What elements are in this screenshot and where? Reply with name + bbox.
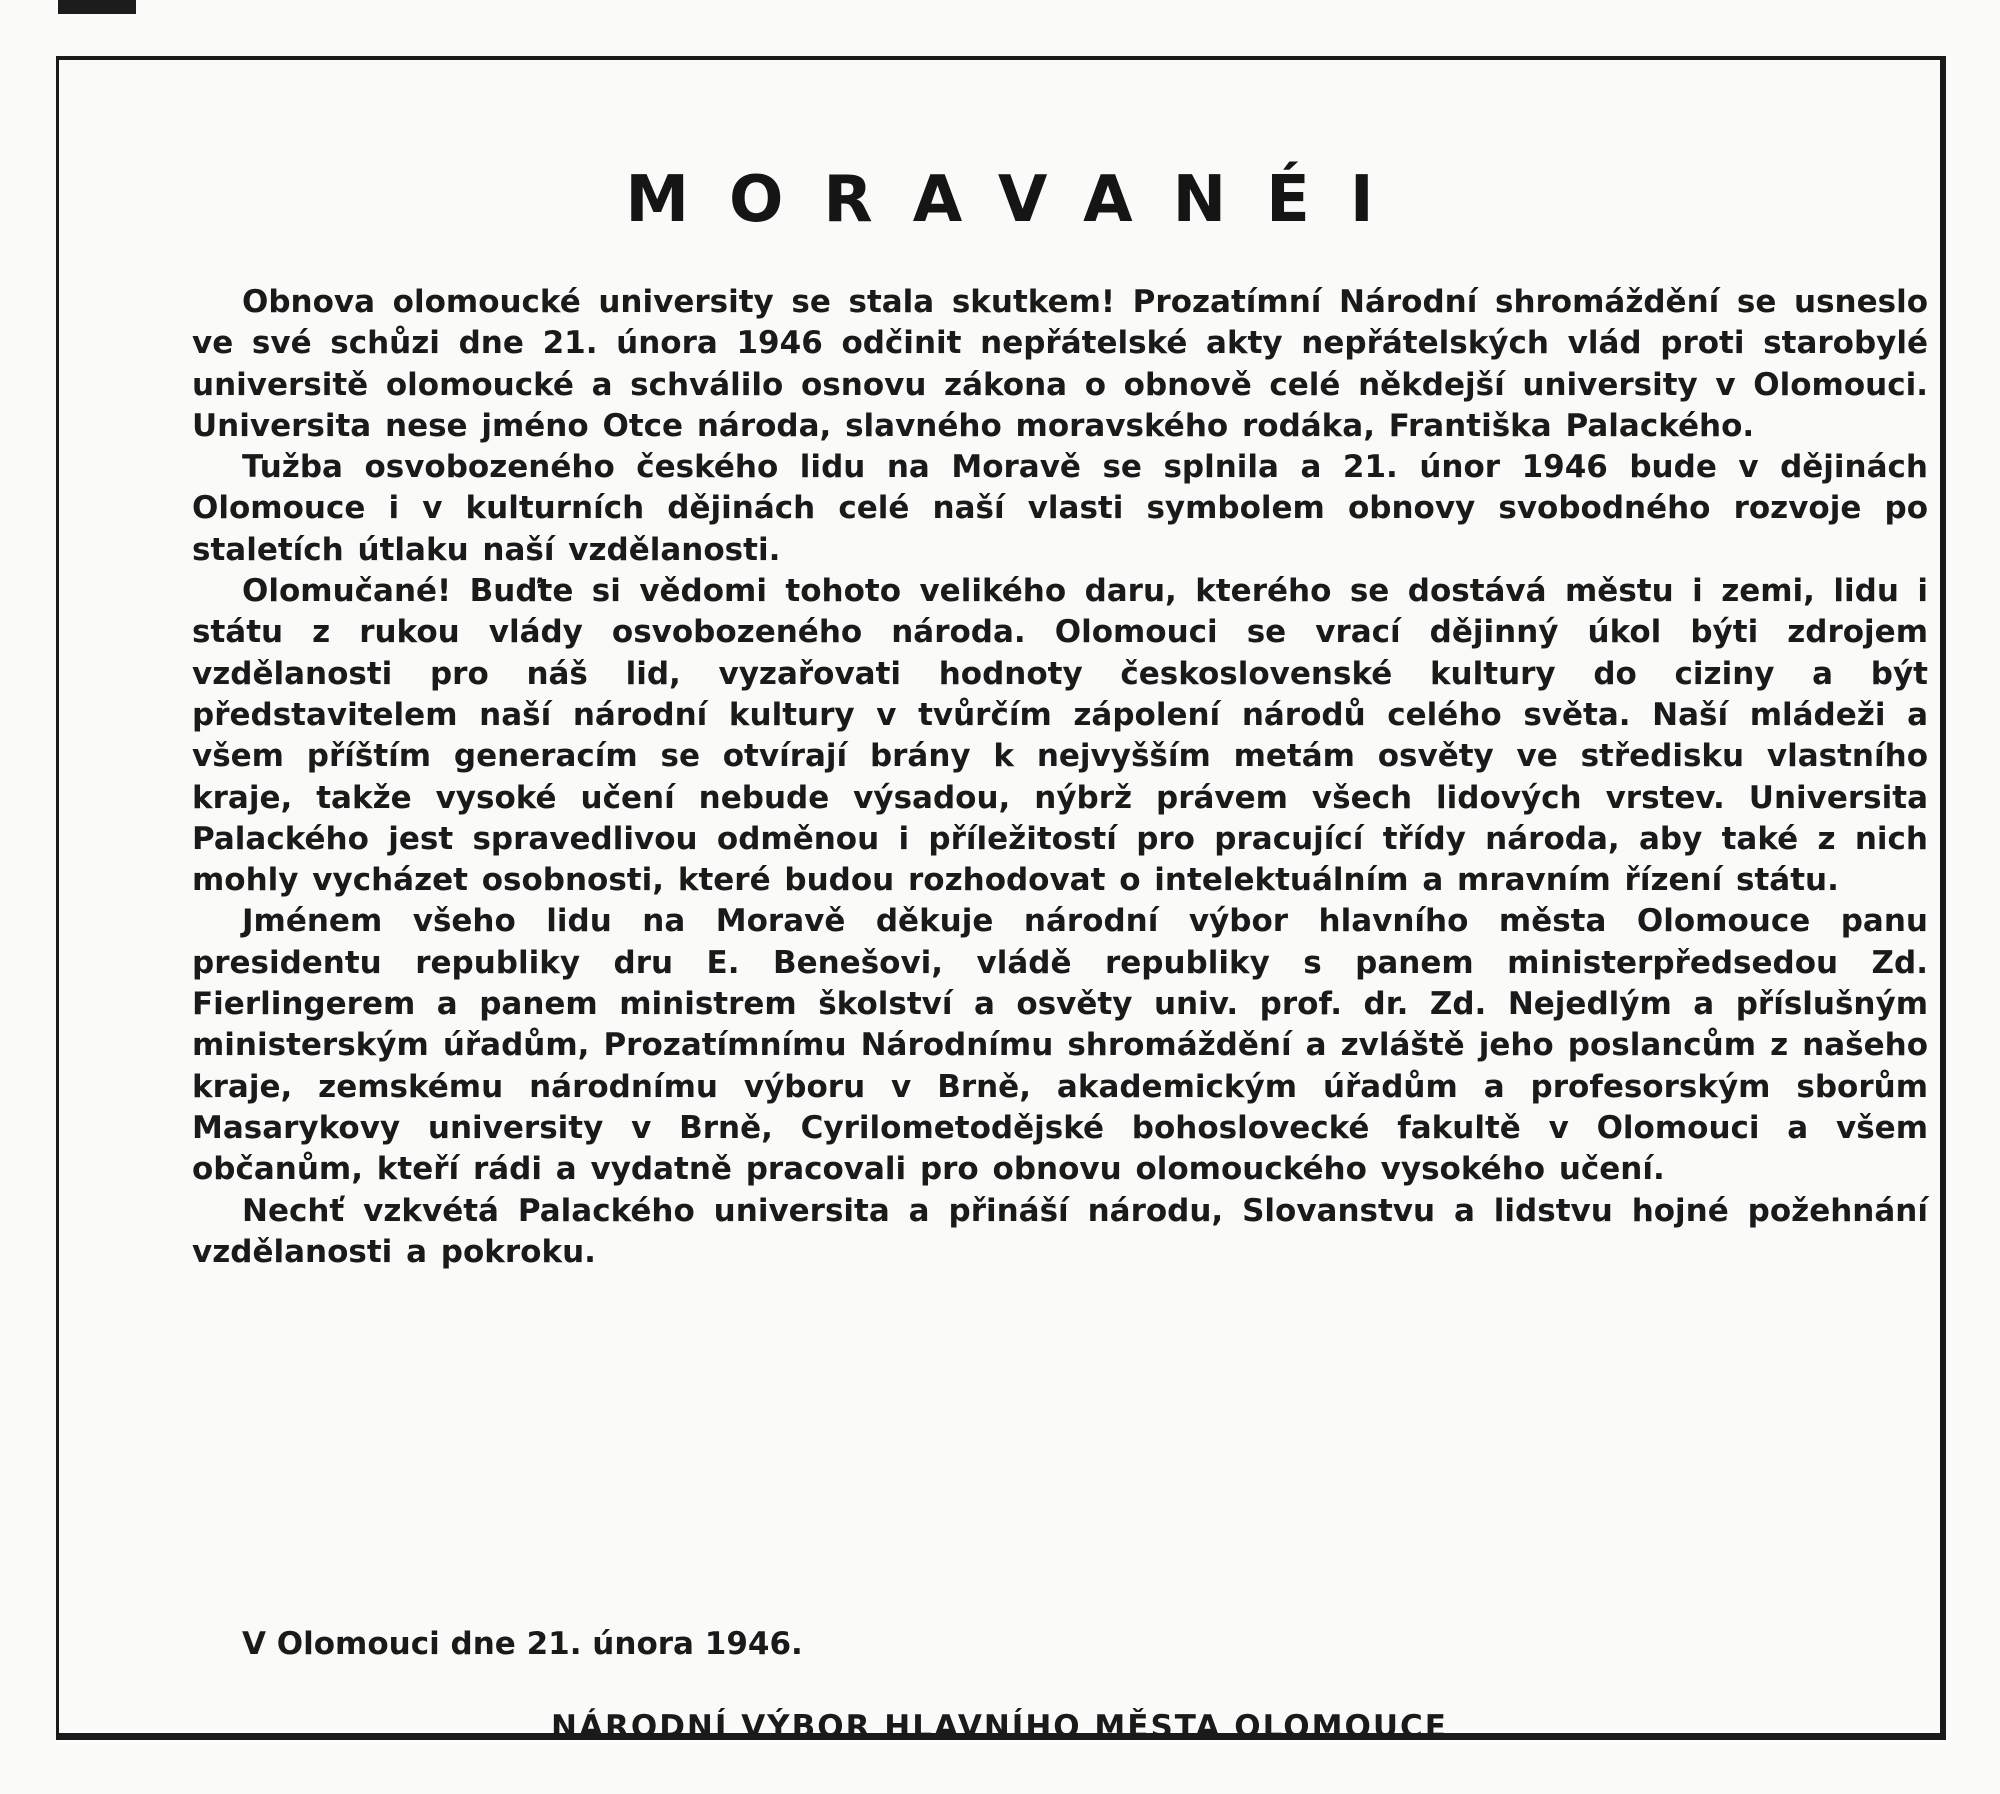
- paragraph-university-renewal: Obnova olomoucké university se stala skutkem! Prozatímní Národní shromáždění se usneslo ve své schůzi dne 21. února 1946 odčinit nepřátelské akty nepřátelských vlád proti starobylé universitě olomoucké a schválilo osnovu zákona o obnově celé někdejší university v Olomouci. Universita nese jméno Otce národa, slavného moravského rodáka, Františka Palackého.: [192, 284, 1928, 444]
- proclamation-title: MORAVANÉI: [625, 163, 1414, 237]
- paragraph-appeal-to-citizens: Olomučané! Buďte si vědomi tohoto velikého daru, kterého se dostává městu i zemi, lidu i státu z rukou vlády osvobozeného národa. Olomouci se vrací dějinný úkol býti zdrojem vzdělanosti pro náš lid, vyzařovati hodnoty československé kultury do ciziny a být představitelem naší národní kultury v tvůrčím zápolení národů celého světa. Naší mládeži a všem příštím generacím se otvírají brány k nejvyšším metám osvěty ve středisku vlastního kraje, takže vysoké učení nebude výsadou, nýbrž právem všech lidových vrstev. Universita Palackého jest spravedlivou odměnou i příležitostí pro pracující třídy národa, aby také z nich mohly vycházet osobnosti, které budou rozhodovat o intelektuálním a mravním řízení státu.: [192, 573, 1928, 899]
- paragraph-desire-fulfilled: Tužba osvobozeného českého lidu na Moravě se splnila a 21. únor 1946 bude v dějinách Olomouce i v kulturních dějinách celé naší vlasti symbolem obnovy svobodného rozvoje po staletích útlaku naší vzdělanosti.: [192, 449, 1928, 568]
- paragraph-thanks: Jménem všeho lidu na Moravě děkuje národní výbor hlavního města Olomouce panu presidentu republiky dru E. Benešovi, vládě republiky s panem ministerpředsedou Zd. Fierlingerem a panem ministrem školství a osvěty univ. prof. dr. Zd. Nejedlým a příslušným ministerským úřadům, Prozatímnímu Národnímu shromáždění a zvláště jeho poslancům z našeho kraje, zemskému národnímu výboru v Brně, akademickým úřadům a profesorským sborům Masarykovy university v Brně, Cyrilometodějské bohoslovecké fakultě v Olomouci a všem občanům, kteří rádi a vydatně pracovali pro obnovu olomouckého vysokého učení.: [192, 903, 1928, 1188]
- signature-line: NÁRODNÍ VÝBOR HLAVNÍHO MĚSTA OLOMOUCE: [551, 1709, 1448, 1745]
- date-line: V Olomouci dne 21. února 1946.: [242, 1626, 803, 1662]
- proclamation-frame: [56, 56, 1946, 1745]
- corner-mark: [58, 0, 136, 14]
- paragraph-wish: Nechť vzkvétá Palackého universita a přináší národu, Slovanstvu a lidstvu hojné požehnání vzdělanosti a pokroku.: [192, 1192, 1928, 1270]
- proclamation-body: [192, 282, 1928, 1273]
